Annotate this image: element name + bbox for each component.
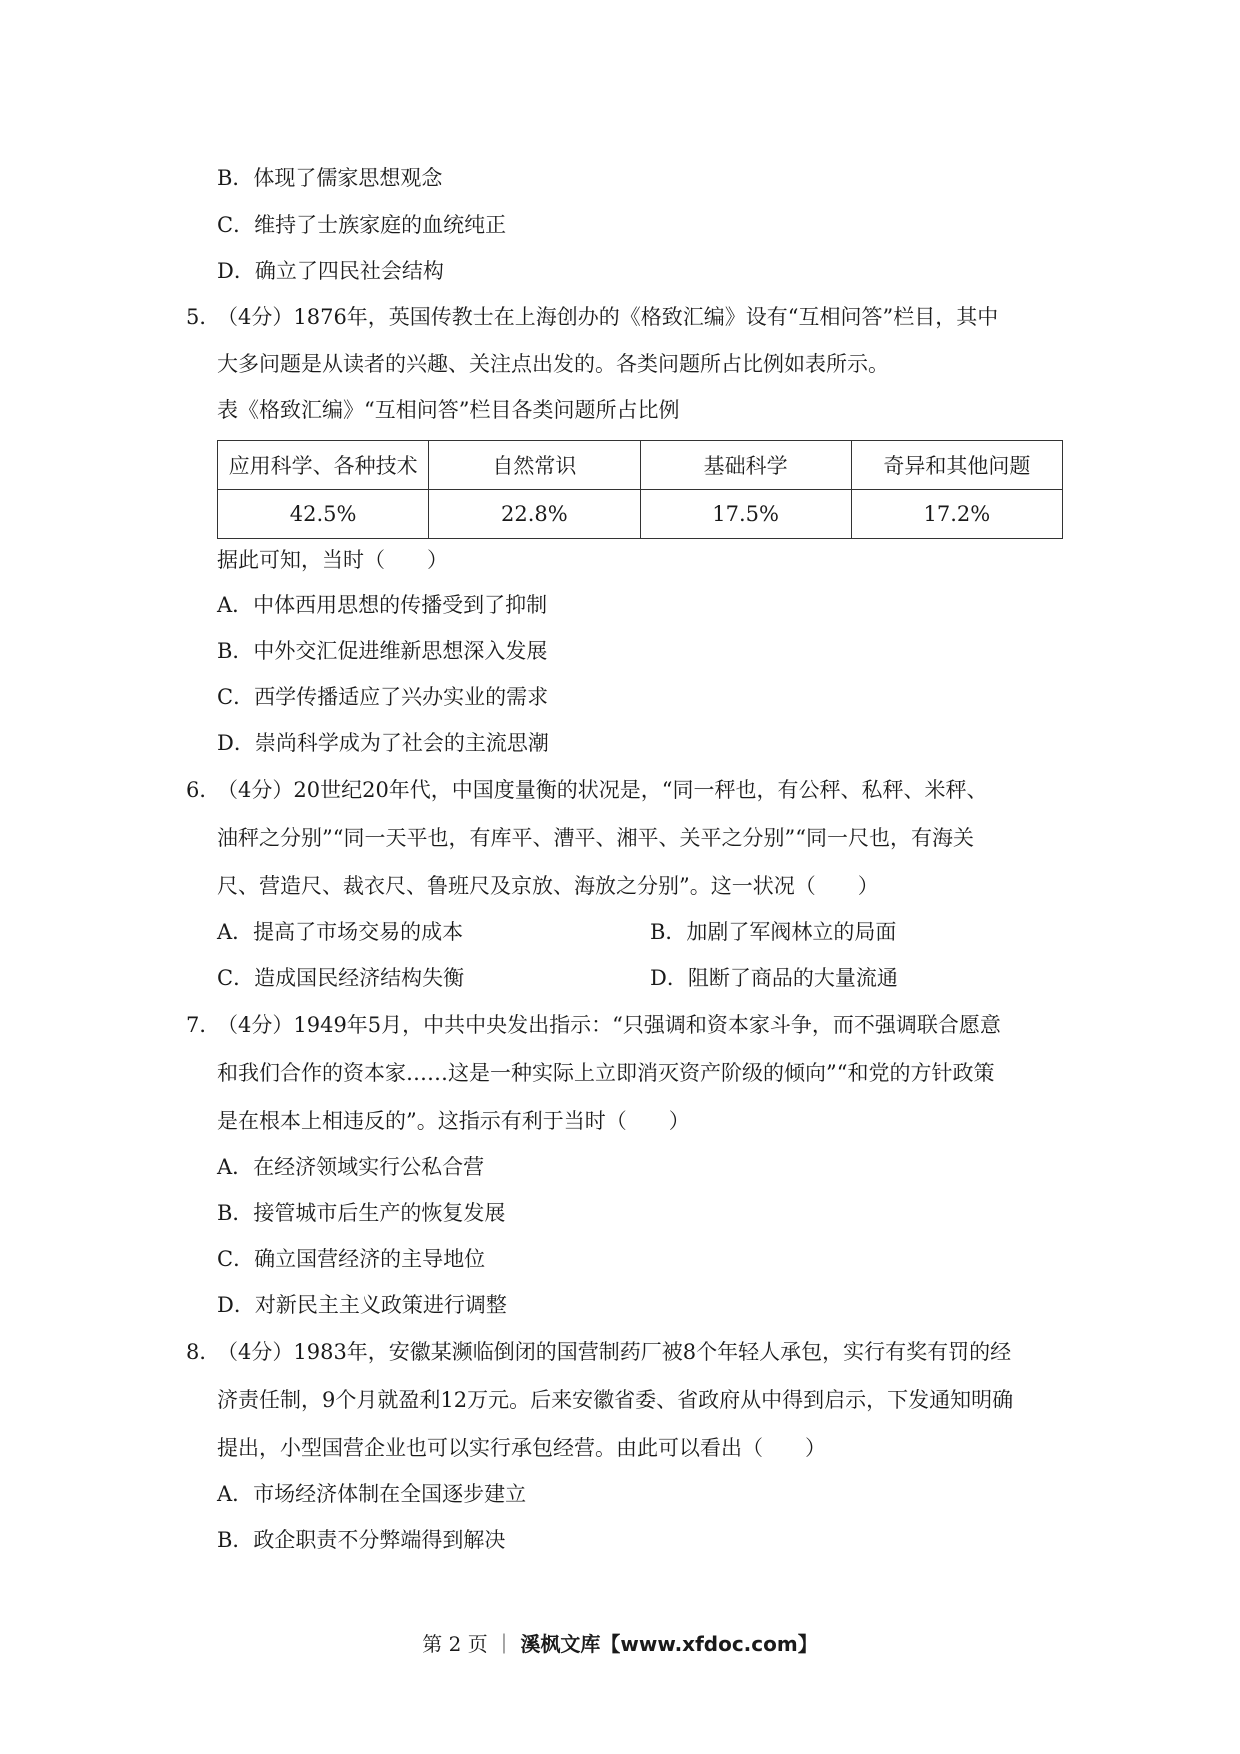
question-6-line-2: 油秤之分别”“同一天平也，有库平、漕平、湘平、关平之分别”“同一尺也，有海关 xyxy=(217,826,974,850)
option-b: B．政企职责不分弊端得到解决 xyxy=(217,1528,506,1552)
question-7-line-2: 和我们合作的资本家……这是一种实际上立即消灭资产阶级的倾向”“和党的方针政策 xyxy=(217,1061,995,1085)
question-8-line-1: （4分）1983年，安徽某濒临倒闭的国营制药厂被8个年轻人承包，实行有奖有罚的经 xyxy=(217,1340,1012,1364)
option-b: B．体现了儒家思想观念 xyxy=(217,166,443,190)
table-value-cell: 17.2% xyxy=(851,490,1062,539)
page-footer xyxy=(0,1630,1240,1658)
table-header-cell: 自然常识 xyxy=(429,441,640,490)
table-value-cell: 42.5% xyxy=(218,490,429,539)
site-name: 溪枫文库【www.xfdoc.com】 xyxy=(520,1632,818,1656)
table-header-cell: 奇异和其他问题 xyxy=(851,441,1062,490)
option-c: C．造成国民经济结构失衡 xyxy=(217,966,465,990)
option-a: A．在经济领域实行公私合营 xyxy=(217,1155,485,1179)
question-7-number: 7． xyxy=(186,1013,221,1037)
question-6-line-3: 尺、营造尺、裁衣尺、鲁班尺及京放、海放之分别”。这一状况（ ） xyxy=(217,874,879,898)
table-value-cell: 22.8% xyxy=(429,490,640,539)
option-c: C．西学传播适应了兴办实业的需求 xyxy=(217,685,549,709)
option-a: A．中体西用思想的传播受到了抑制 xyxy=(217,593,548,617)
option-d: D．对新民主主义政策进行调整 xyxy=(217,1293,507,1317)
option-c: C．确立国营经济的主导地位 xyxy=(217,1247,486,1271)
proportion-table xyxy=(217,440,1063,539)
option-b: B．接管城市后生产的恢复发展 xyxy=(217,1201,506,1225)
option-a: A．提高了市场交易的成本 xyxy=(217,920,464,944)
question-5-line-1: （4分）1876年，英国传教士在上海创办的《格致汇编》设有“互相问答”栏目，其中 xyxy=(217,305,999,329)
question-5-number: 5． xyxy=(186,305,221,329)
table-value-cell: 17.5% xyxy=(640,490,851,539)
table-header-cell: 基础科学 xyxy=(640,441,851,490)
question-7-line-1: （4分）1949年5月，中共中央发出指示：“只强调和资本家斗争，而不强调联合愿意 xyxy=(217,1013,1001,1037)
question-5-stem-end: 据此可知，当时（ ） xyxy=(217,548,448,572)
option-b: B．中外交汇促进维新思想深入发展 xyxy=(217,639,548,663)
question-6-line-1: （4分）20世纪20年代，中国度量衡的状况是，“同一秤也，有公秤、私秤、米秤、 xyxy=(217,778,988,802)
question-5-line-2: 大多问题是从读者的兴趣、关注点出发的。各类问题所占比例如表所示。 xyxy=(217,352,889,376)
option-d: D．崇尚科学成为了社会的主流思潮 xyxy=(217,731,549,755)
option-c: C．维持了士族家庭的血统纯正 xyxy=(217,213,507,237)
question-7-line-3: 是在根本上相违反的”。这指示有利于当时（ ） xyxy=(217,1109,690,1133)
question-8-line-2: 济责任制，9个月就盈利12万元。后来安徽省委、省政府从中得到启示，下发通知明确 xyxy=(217,1388,1014,1412)
option-d: D．阻断了商品的大量流通 xyxy=(650,966,898,990)
table-header-cell: 应用科学、各种技术 xyxy=(218,441,429,490)
table-caption: 表《格致汇编》“互相问答”栏目各类问题所占比例 xyxy=(217,398,680,422)
question-8-line-3: 提出，小型国营企业也可以实行承包经营。由此可以看出（ ） xyxy=(217,1436,826,1460)
option-d: D．确立了四民社会结构 xyxy=(217,259,444,283)
page-number: 第 2 页 ｜ xyxy=(422,1632,515,1656)
table-header-row xyxy=(218,441,1063,490)
option-b: B．加剧了军阀林立的局面 xyxy=(650,920,897,944)
table-value-row xyxy=(218,490,1063,539)
question-6-number: 6． xyxy=(186,778,221,802)
option-a: A．市场经济体制在全国逐步建立 xyxy=(217,1482,527,1506)
question-8-number: 8． xyxy=(186,1340,221,1364)
